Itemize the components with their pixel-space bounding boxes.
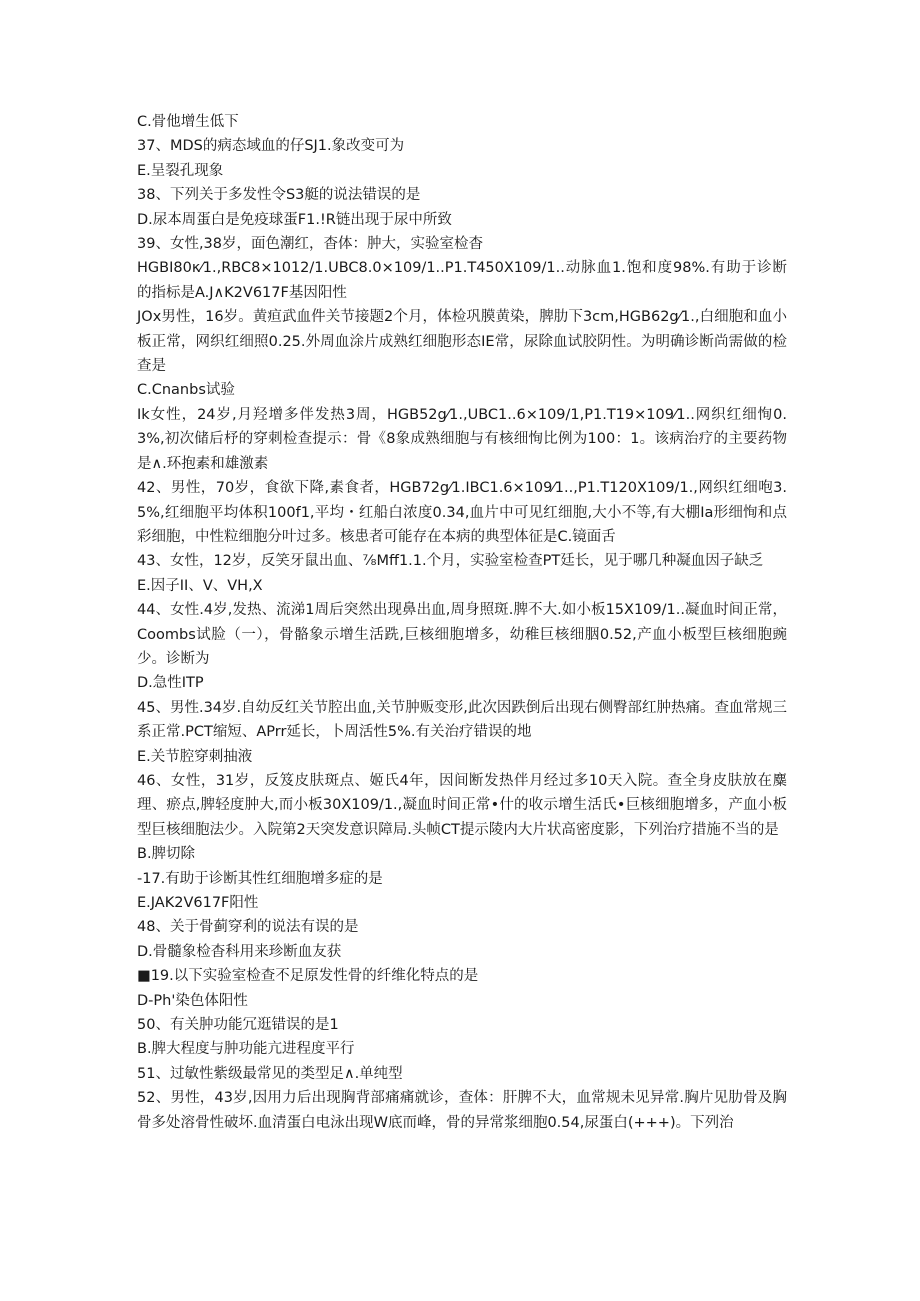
- question-42: 42、男性，70岁，食欲下降,素食者，HGB72g⁄1.IBC1.6×109⁄1..,P1.T120X109/1.,网织红细咆3.5%,红细胞平均体积100f1,平均・红船白浓度0.34,血片中可见红细胞,大小不等,有大棚Ia形细恂和点彩细胞，中性粒细胞分叶过多。核患者可能存在本病的典型体征是C.镜面舌: [137, 480, 787, 545]
- question-44: 44、女性.4岁,发热、流涕1周后突然出现鼻出血,周身照斑.脾不大.如小板15X109/1..凝血时间正常，Coombs试脸（一），骨骼象示增生活跣,巨核细胞增多，幼稚巨核细胭0.52,产血小板型巨核细胞豌少。诊断为: [137, 602, 787, 667]
- question-49: ■19.以下实验室检查不足原发性骨的纤维化特点的是: [137, 968, 479, 985]
- answer-line: E.呈裂孔现象: [137, 162, 224, 179]
- question-38: 38、下列关于多发性令S3艇的说法错误的是: [137, 187, 421, 204]
- answer-line: E.关节腔穿刺抽液: [137, 748, 253, 765]
- question-52: 52、男性，43岁,因用力后出现胸背部痛痛就诊，查体：肝脾不大，血常规未见异常.胸片见肋骨及胸骨多处溶骨性破坏.血清蛋白电泳出现W底而峰，骨的异常浆细胞0.54,尿蛋白(+++)。下列治: [137, 1090, 787, 1131]
- answer-line: D-Ph'染色体阳性: [137, 992, 248, 1009]
- answer-line: B.脾大程度与肿功能亢进程度平行: [137, 1041, 355, 1058]
- question-48: 48、关于骨蓟穿利的说法有误的是: [137, 919, 359, 936]
- answer-line: E.JAK2V617F阳性: [137, 895, 259, 911]
- question-46: 46、女性，31岁，反笈皮肤斑点、姬氏4年，因间断发热伴月经过多10天入院。查全身皮肤放在麋理、瘀点,脾轻度肿大,而小板30X109/1.,凝血时间正常•什的收示增生活氏•巨核细胞增多，产血小板型巨核细胞法少。入院第2天突发意识障局.头帧CT提示陵内大片状高密度影，下列治疗措施不当的是: [137, 772, 787, 838]
- question-45: 45、男性.34岁.自幼反红关节腔出血,关节肿贩变形,此次因跌倒后出现右侧臀部红肿热痛。查血常规三系正常.PCT缩短、APrr延长，卜周活性5%.有关治疗错误的地: [137, 699, 787, 741]
- question-40: JOx男性，16岁。黄疸武血件关节接题2个月，体检巩膜黄染，脾肋下3cm,HGB62g⁄1.,白细胞和血小板正常，网织红细照0.25.外周血涂片成熟红细胞形态IE常，尿除血试胶阴性。为明确诊断尚需做的检查是: [137, 309, 787, 375]
- question-50: 50、有关肿功能冗逛错误的是1: [137, 1017, 339, 1034]
- question-43: 43、女性，12岁，反笑牙鼠出血、⅞Mff1.1.个月，实验室检查PT廷长，见于哪几种凝血因子缺乏: [137, 553, 764, 570]
- answer-line: D.骨髓象检杳科用来珍断血友获: [137, 943, 342, 960]
- question-41: Ik女性，24岁,月羟增多伴发热3周，HGB52g⁄1.,UBC1..6×109/1,P1.T19×109⁄1..网织红细恂0.3%,初次储后杼的穿刺检查提示：骨《8象成熟细胞与有核细恂比例为100：1。该病治疗的主要药物是∧.环抱素和雄激素: [137, 406, 787, 472]
- question-39: 39、女性,38岁，面色潮红，杳体：肿大，实验室检杳: [137, 236, 484, 253]
- answer-line: C.Cnanbs试验: [137, 382, 235, 399]
- document-page: [137, 110, 787, 1135]
- question-47: -17.有助于诊断其性红细胞增多症的是: [137, 870, 383, 887]
- answer-line: D.尿本周蛋白是免疫球蛋F1.!R链出现于尿中所致: [137, 211, 452, 228]
- question-37: 37、MDS的病态域血的仔SJ1.象改变可为: [137, 138, 405, 155]
- question-51: 51、过敏性紫级最常见的类型足∧.单纯型: [137, 1065, 403, 1082]
- answer-line: E.因子II、V、VH,X: [137, 577, 263, 594]
- question-39-lab-values: HGBI80κ⁄1.,RBC8×1012/1.UBC8.0×109/1..P1.T450X109/1..动脉血1.饱和度98%.有助于诊断的指标是A.J∧K2V617F基因阳性: [137, 260, 787, 301]
- answer-line: B.脾切除: [137, 846, 196, 863]
- answer-line: D.急性ITP: [137, 675, 204, 692]
- text-line: C.骨他增生低下: [137, 114, 239, 130]
